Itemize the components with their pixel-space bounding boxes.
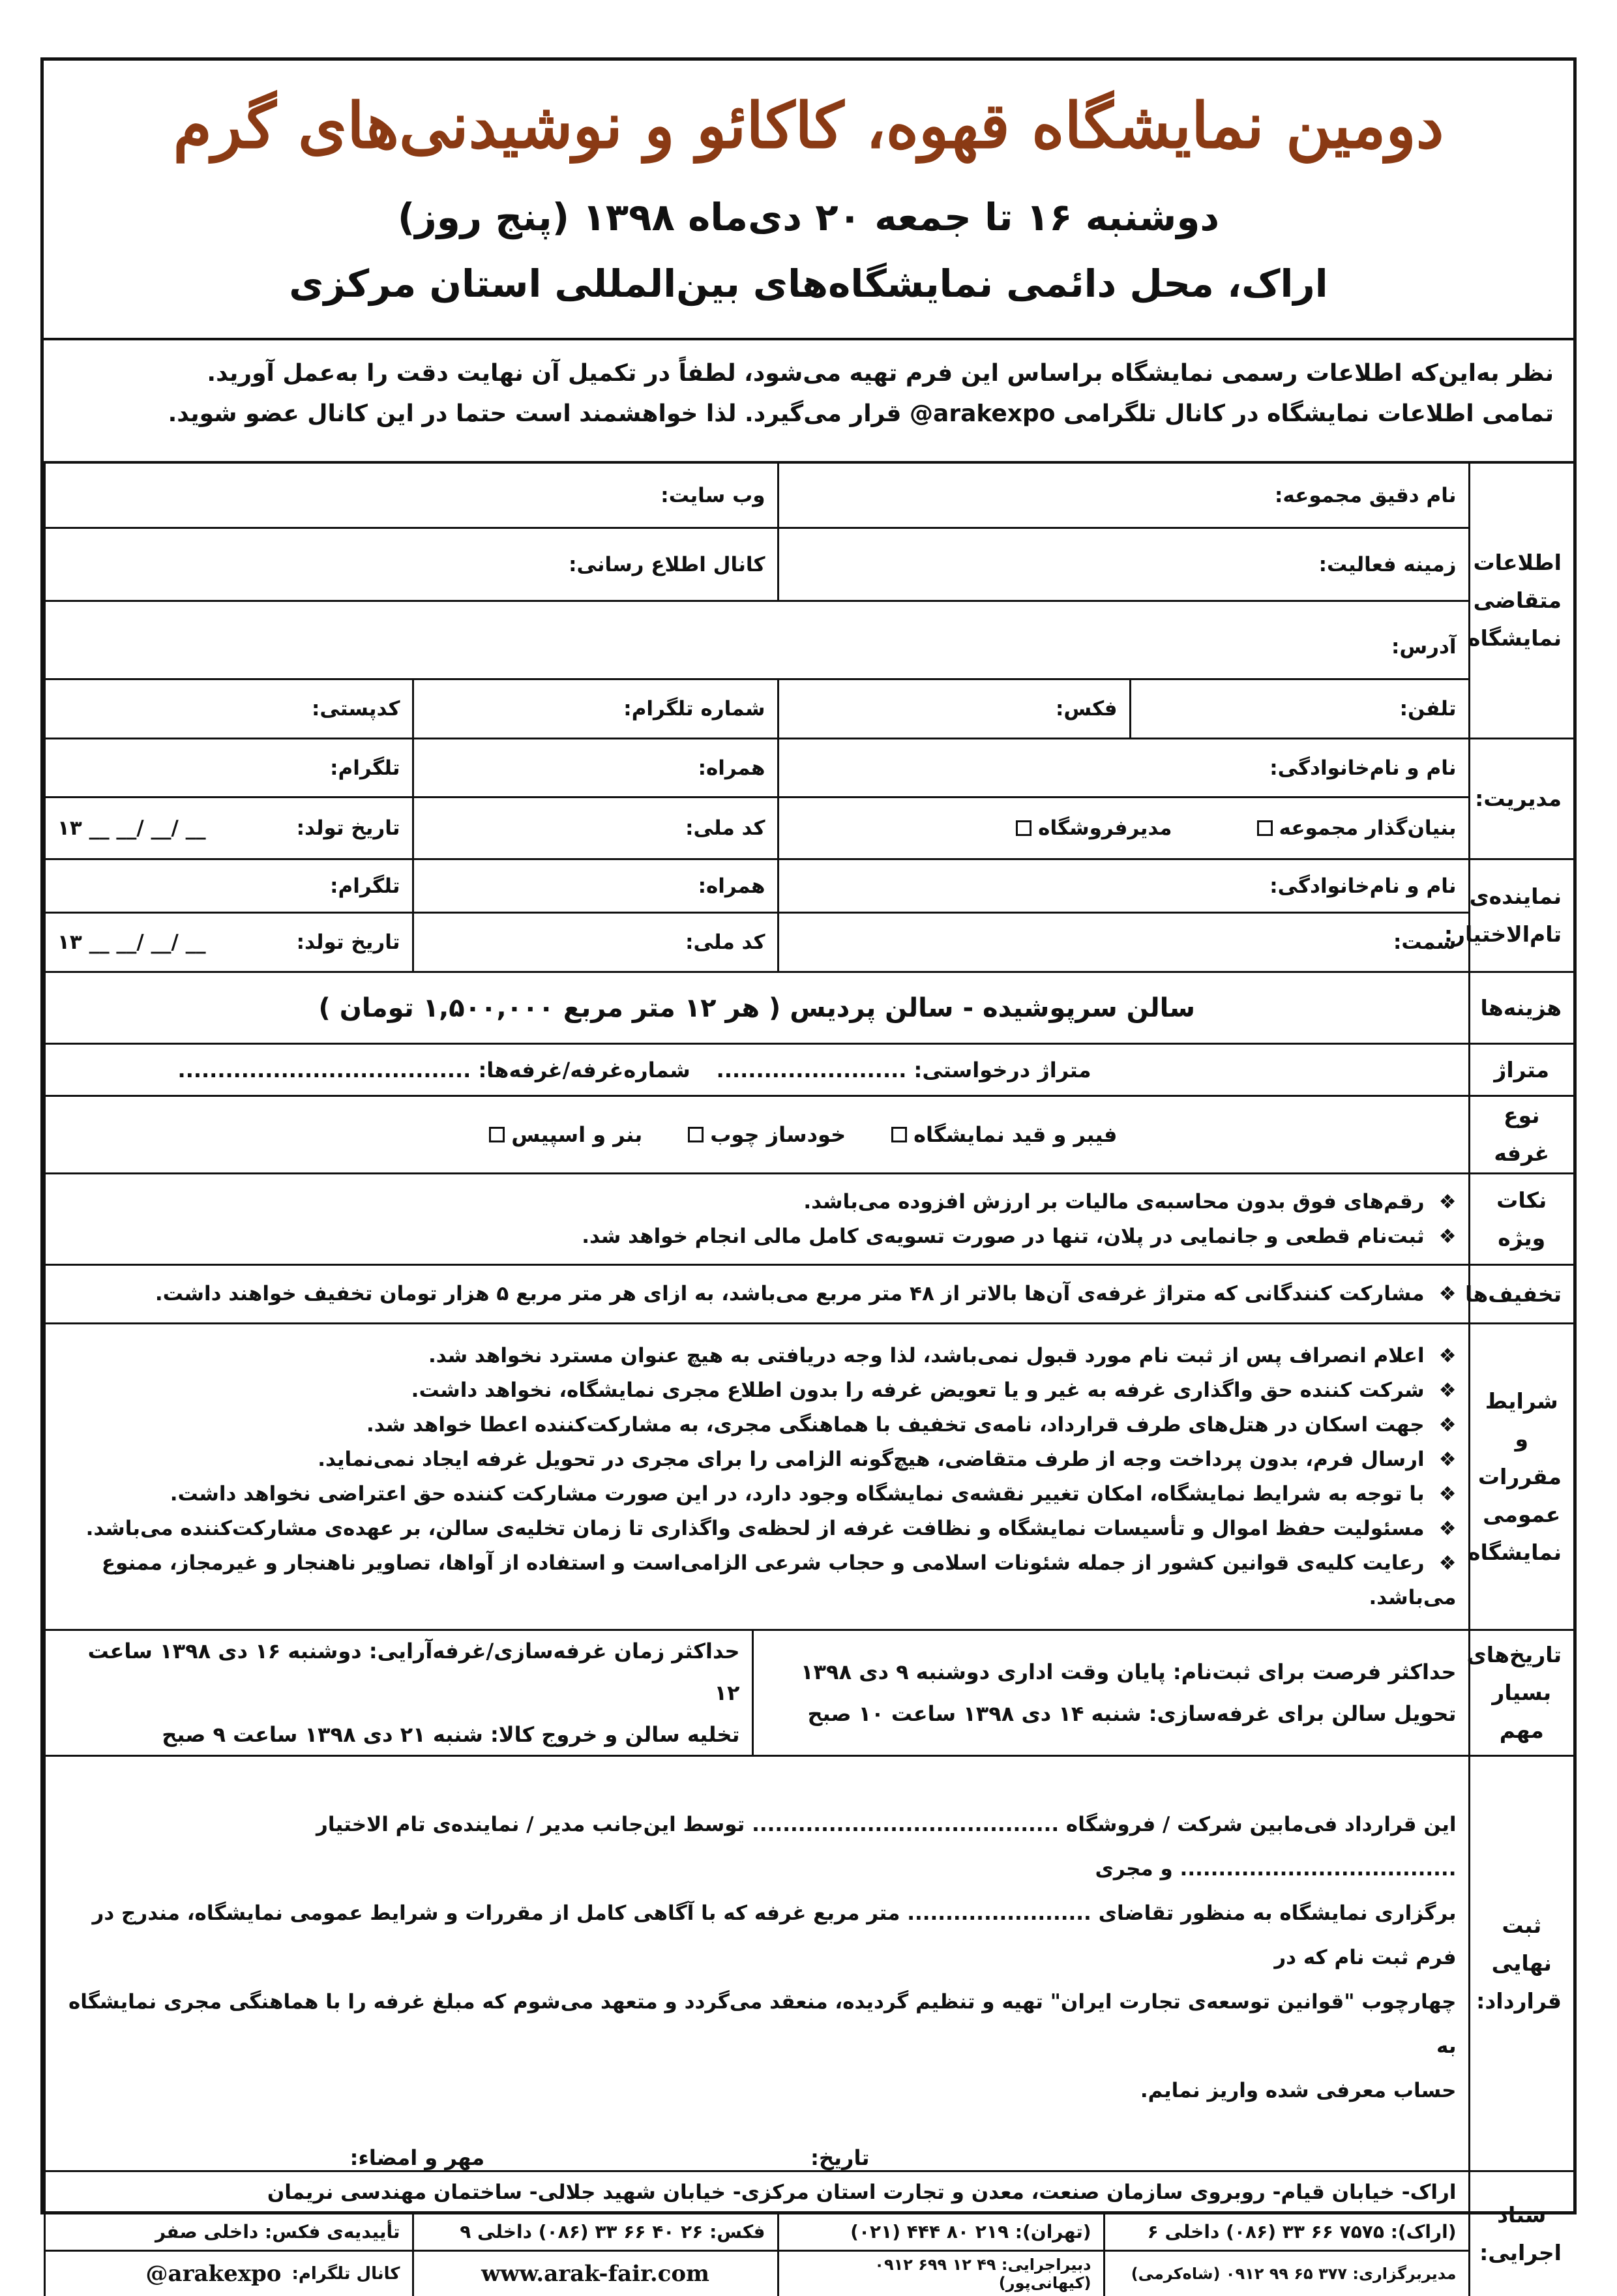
tehran-phone: (تهران): ۲۱۹ ۸۰ ۴۴۴ (۰۲۱) (777, 2214, 1103, 2250)
area-fields (57, 1058, 1457, 1082)
list-item (57, 1219, 1457, 1254)
rep-mobile-label: همراه: (698, 874, 765, 898)
list-item (57, 1546, 1457, 1615)
telegram-channel-link[interactable]: arakexpo@ (146, 2261, 282, 2287)
management-fields (46, 739, 1468, 858)
booth-option-banner-checkbox[interactable] (489, 1127, 505, 1142)
diamond-bullet-icon: ❖ (1439, 1448, 1457, 1471)
info-channel-label: کانال اطلاع رسانی: (569, 553, 765, 576)
booth-option-wood-checkbox[interactable] (688, 1127, 704, 1142)
arak-phone: (اراک): ۷۵۷۵ ۶۶ ۳۳ (۰۸۶) داخلی ۶ (1103, 2214, 1468, 2250)
hall-delivery-date: تحویل سالن برای غرفه‌سازی: شنبه ۱۴ دی ۱۳۹۸ ساعت ۱۰ صبح (765, 1693, 1457, 1735)
intro-notice (44, 340, 1573, 464)
fax-label: فکس: (1056, 697, 1118, 721)
key-dates-label: تاریخ‌های بسیار مهم (1469, 1630, 1573, 1756)
diamond-bullet-icon: ❖ (1439, 1414, 1457, 1437)
phone-field[interactable] (1129, 680, 1468, 738)
list-item (57, 1277, 1457, 1311)
rep-birth-date-field[interactable] (46, 914, 412, 971)
organizer-label: ستاد اجرایی: (1469, 2171, 1573, 2296)
fax-number: فکس: ۲۶ ۴۰ ۶۶ ۳۳ (۰۸۶) داخلی ۹ (412, 2214, 777, 2250)
address-field[interactable] (46, 602, 1468, 678)
rep-name-field[interactable] (777, 860, 1468, 912)
postal-code-field[interactable] (46, 680, 412, 738)
diamond-bullet-icon: ❖ (1439, 1283, 1457, 1305)
company-name-label: نام دقیق مجموعه: (1275, 484, 1457, 507)
notes-list (57, 1185, 1457, 1254)
requested-area-field[interactable]: متراژ درخواستی: ........................ (717, 1058, 1091, 1082)
contract-date-field[interactable]: تاریخ: (810, 2145, 869, 2170)
term-text: اعلام انصراف پس از ثبت نام مورد قبول نمی‌باشد، لذا وجه دریافتی به هیچ عنوان مسترد نخواهد شد. (428, 1344, 1425, 1367)
secretary-phone: دبیراجرایی: ۴۹ ۱۲ ۶۹۹ ۰۹۱۲ (کیهانی‌پور) (777, 2252, 1103, 2296)
key-dates-grid (46, 1631, 1468, 1755)
list-item (57, 1442, 1457, 1477)
phone-label: تلفن: (1400, 697, 1457, 721)
list-item (57, 1477, 1457, 1512)
list-item (57, 1339, 1457, 1373)
term-text: با توجه به شرایط نمایشگاه، امکان تغییر نقشه‌ی نمایشگاه وجود دارد، در این صورت مشارکت کننده حق اعتراضی نخواهد داشت. (170, 1482, 1425, 1506)
event-dates: دوشنبه ۱۶ تا جمعه ۲۰ دی‌ماه ۱۳۹۸ (پنج روز) (44, 191, 1573, 243)
booth-option-fiber-label: فیبر و قید نمایشگاه (913, 1122, 1117, 1147)
contract-line: برگزاری نمایشگاه به منظور تقاضای ........................ متر مربع غرفه که با آگاهی کامل از مقررات و شرایط عمومی نمایشگاه، مندرج در فرم ثبت نام که در (57, 1891, 1457, 1980)
key-dates-right (752, 1631, 1468, 1755)
fax-confirmation: تأییدیه‌ی فکس: داخلی صفر (46, 2214, 412, 2250)
diamond-bullet-icon: ❖ (1439, 1483, 1457, 1506)
applicant-section-label: اطلاعات متقاضی نمایشگاه (1469, 464, 1573, 739)
website-field[interactable] (46, 464, 777, 527)
manager-mobile-field[interactable] (412, 739, 777, 796)
registration-deadline: حداکثر فرصت برای ثبت‌نام: پایان وقت اداری دوشنبه ۹ دی ۱۳۹۸ (765, 1651, 1457, 1693)
store-manager-checkbox[interactable] (1016, 820, 1031, 836)
term-text: مسئولیت حفظ اموال و تأسیسات نمایشگاه و نظافت غرفه از لحظه‌ی واگذاری تا زمان تخلیه‌ی سالن، بر عهده‌ی مشارکت‌کننده می‌باشد. (86, 1517, 1425, 1540)
rep-position-label: سمت: (1393, 931, 1456, 954)
address-label: آدرس: (1391, 635, 1457, 659)
rep-telegram-label: تلگرام: (330, 874, 400, 898)
diamond-bullet-icon: ❖ (1439, 1191, 1457, 1214)
term-text: ارسال فرم، بدون پرداخت وجه از طرف متقاضی، هیچ‌گونه الزامی را برای مجری در تحویل غرفه ایجاد نمی‌نماید. (318, 1448, 1424, 1471)
booth-option-fiber-checkbox[interactable] (891, 1127, 907, 1142)
costs-text: سالن سرپوشیده - سالن پردیس ( هر ۱۲ متر مربع ۱,۵۰۰,۰۰۰ تومان ) (319, 993, 1195, 1023)
telegram-number-label: شماره تلگرام: (623, 697, 765, 721)
terms-list (57, 1339, 1457, 1615)
term-text: رعایت کلیه‌ی قوانین کشور از جمله شئونات اسلامی و حجاب شرعی الزامی‌است و استفاده از آواها، تصاویر ناهنجار و غیرمجاز، ممنوع می‌باشد. (102, 1551, 1457, 1609)
representative-section-label: نماینده‌ی تام‌الاختیار: (1469, 859, 1573, 972)
manager-telegram-field[interactable] (46, 739, 412, 796)
costs-label: هزینه‌ها (1469, 972, 1573, 1044)
rep-position-field[interactable] (777, 914, 1468, 971)
contract-signature-field[interactable]: مهر و امضاء: (350, 2145, 485, 2170)
rep-mobile-field[interactable] (412, 860, 777, 912)
contract-line: حساب معرفی شده واریز نمایم. (57, 2068, 1457, 2113)
discount-text: مشارکت کنندگانی که متراژ غرفه‌ی آن‌ها بالاتر از ۴۸ متر مربع می‌باشد، به ازای هر متر مربع ۵ هزار تومان تخفیف خواهند داشت. (155, 1282, 1425, 1305)
management-section-label: مدیریت: (1469, 739, 1573, 859)
form-table (44, 464, 1573, 2296)
event-manager-phone: مدیربرگزاری: ۳۷۷ ۶۵ ۹۹ ۰۹۱۲ (شاه‌کرمی) (1103, 2252, 1468, 2296)
manager-role-options (777, 798, 1468, 858)
area-label: متراژ (1469, 1044, 1573, 1096)
page-title: دومین نمایشگاه قهوه، کاکائو و نوشیدنی‌های گرم (44, 61, 1573, 165)
rep-birth-date-blank: __ /__ /__ __ ۱۳ (57, 931, 206, 954)
manager-birth-date-label: تاریخ تولد: (297, 816, 400, 840)
form-header (44, 61, 1573, 340)
note-text: رقم‌های فوق بدون محاسبه‌ی مالیات بر ارزش افزوده می‌باشد. (803, 1190, 1424, 1214)
manager-name-label: نام و نام‌خانوادگی: (1269, 756, 1456, 780)
note-text: ثبت‌نام قطعی و جانمایی در پلان، تنها در صورت تسویه‌ی کامل مالی انجام خواهد شد. (582, 1225, 1424, 1248)
booth-type-options (57, 1122, 1457, 1147)
discounts-list (57, 1277, 1457, 1311)
rep-national-id-label: کد ملی: (685, 931, 765, 954)
telegram-channel (46, 2252, 412, 2296)
rep-name-label: نام و نام‌خانوادگی: (1269, 874, 1456, 898)
diamond-bullet-icon: ❖ (1439, 1517, 1457, 1540)
notes-label: نکات ویژه (1469, 1174, 1573, 1265)
list-item (57, 1373, 1457, 1408)
manager-telegram-label: تلگرام: (330, 756, 400, 780)
list-item (57, 1408, 1457, 1442)
manager-mobile-label: همراه: (698, 756, 765, 780)
website-link[interactable]: www.arak-fair.com (412, 2252, 777, 2296)
booth-type-label: نوع غرفه (1469, 1096, 1573, 1174)
manager-national-id-label: کد ملی: (685, 816, 765, 840)
diamond-bullet-icon: ❖ (1439, 1379, 1457, 1402)
booth-build-deadline: حداکثر زمان غرفه‌سازی/غرفه‌آرایی: دوشنبه ۱۶ دی ۱۳۹۸ ساعت ۱۲ (57, 1630, 740, 1714)
booth-option-banner-label: بنر و اسپیس (511, 1122, 642, 1147)
manager-name-field[interactable] (777, 739, 1468, 796)
manager-birth-date-field[interactable] (46, 798, 412, 858)
hall-evacuation-date: تخلیه سالن و خروج کالا: شنبه ۲۱ دی ۱۳۹۸ ساعت ۹ صبح (57, 1714, 740, 1755)
rep-telegram-field[interactable] (46, 860, 412, 912)
contract-label: ثبت نهایی قرارداد: (1469, 1756, 1573, 2171)
contract-text (57, 1802, 1457, 2113)
discounts-label: تخفیف‌ها (1469, 1265, 1573, 1324)
intro-line-1: نظر به‌این‌که اطلاعات رسمی نمایشگاه براساس این فرم تهیه می‌شود، لطفاً در تکمیل آن نهایت دقت را به‌عمل آورید. (63, 353, 1554, 394)
manager-national-id-field[interactable] (412, 798, 777, 858)
contract-line: این قرارداد فی‌مابین شرکت / فروشگاه ........................................ توسط این‌جانب مدیر / نماینده‌ی تام الاختیار .................................... و مجری (57, 1802, 1457, 1891)
key-dates-left (46, 1631, 752, 1755)
founder-checkbox[interactable] (1257, 820, 1273, 836)
store-manager-option-label: مدیرفروشگاه (1038, 816, 1172, 840)
list-item (57, 1512, 1457, 1546)
booth-number-field[interactable]: شماره‌غرفه/غرفه‌ها: ..................................... (178, 1058, 690, 1082)
activity-label: زمینه فعالیت: (1319, 553, 1457, 576)
activity-field[interactable] (777, 529, 1468, 600)
rep-birth-date-label: تاریخ تولد: (297, 931, 400, 954)
applicant-fields (46, 464, 1468, 738)
booth-option-wood-label: خودساز چوب (710, 1122, 846, 1147)
contract-sign-row (57, 2145, 1457, 2170)
registration-form (40, 57, 1577, 2214)
event-venue: اراک، محل دائمی نمایشگاه‌های بین‌المللی استان مرکزی (44, 258, 1573, 310)
organizer-info (46, 2172, 1468, 2296)
diamond-bullet-icon: ❖ (1439, 1345, 1457, 1367)
fax-field[interactable] (777, 680, 1129, 738)
term-text: جهت اسکان در هتل‌های طرف قرارداد، نامه‌ی تخفیف با هماهنگی مجری، به مشارکت‌کننده اعطا خواهد شد. (366, 1413, 1425, 1437)
rep-national-id-field[interactable] (412, 914, 777, 971)
telegram-channel-label: کانال تلگرام: (291, 2264, 400, 2284)
postal-code-label: کدپستی: (312, 697, 400, 721)
representative-fields (46, 860, 1468, 971)
diamond-bullet-icon: ❖ (1439, 1552, 1457, 1575)
contract-line: چهارچوب "قوانین توسعه‌ی تجارت ایران" تهیه و تنظیم گردیده، منعقد می‌گردد و متعهد می‌شوم که مبلغ غرفه را با هماهنگی مجری نمایشگاه به (57, 1980, 1457, 2068)
founder-option-label: بنیان‌گذار مجموعه (1279, 816, 1457, 840)
term-text: شرکت کننده حق واگذاری غرفه به غیر و یا تعویض غرفه را بدون اطلاع مجری نمایشگاه، نخواهد داشت. (411, 1379, 1425, 1402)
manager-birth-date-blank: __ /__ /__ __ ۱۳ (57, 816, 206, 840)
terms-label: شرایط و مقررات عمومی نمایشگاه (1469, 1324, 1573, 1630)
organizer-address: اراک- خیابان قیام- روبروی سازمان صنعت، معدن و تجارت استان مرکزی- خیابان شهید جلالی- ساختمان مهندسی نریمان (46, 2172, 1468, 2212)
diamond-bullet-icon: ❖ (1439, 1225, 1457, 1248)
info-channel-field[interactable] (46, 529, 777, 600)
list-item (57, 1185, 1457, 1219)
website-label: وب سایت: (660, 484, 765, 507)
intro-line-2: تمامی اطلاعات نمایشگاه در کانال تلگرامی arakexpo@ قرار می‌گیرد. لذا خواهشمند است حتما در این کانال عضو شوید. (63, 394, 1554, 434)
telegram-number-field[interactable] (412, 680, 777, 738)
company-name-field[interactable] (777, 464, 1468, 527)
